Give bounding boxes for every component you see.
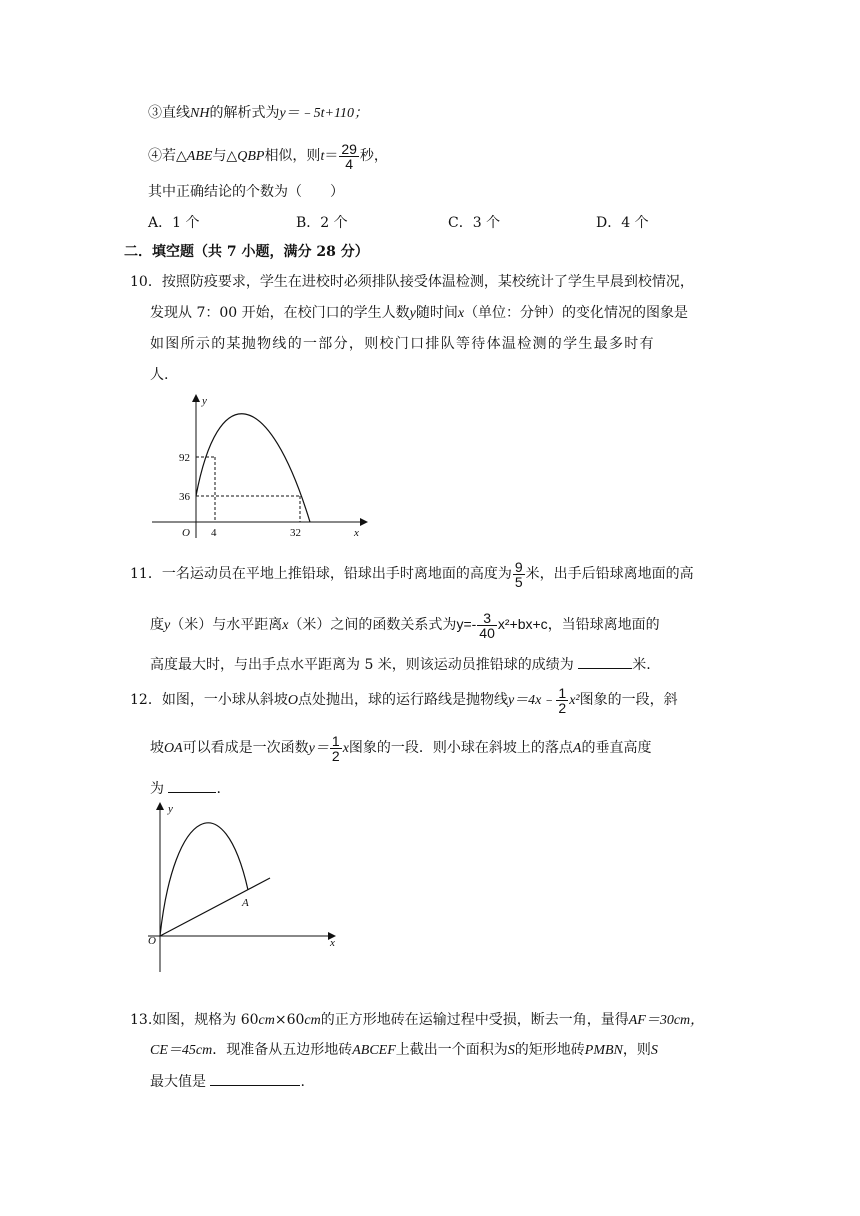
q12-line1: 12．如图，一小球从斜坡O点处抛出，球的运行路线是抛物线y＝4x﹣ $\frac{1}{2}$ x²图象的一段，斜 bbox=[130, 684, 678, 716]
fraction-29-4: $\frac{29}{4}$ bbox=[341, 140, 357, 172]
q12-line2: 坡OA可以看成是一次函数y＝ $\frac{1}{2}$ x图象的一段．则小球在斜坡上的落点A的垂直高度 bbox=[150, 732, 652, 764]
q10-ytick-36: 36 bbox=[179, 491, 190, 503]
q12-x-label: x bbox=[330, 937, 335, 949]
q10-xtick-32: 32 bbox=[290, 527, 301, 539]
q9-prompt: 其中正确结论的个数为（ ） bbox=[148, 184, 344, 200]
q13-answer-blank[interactable] bbox=[210, 1071, 300, 1086]
q13-line2: CE＝45cm．现准备从五边形地砖ABCEF上截出一个面积为S的矩形地砖PMBN，则S bbox=[150, 1042, 658, 1058]
fraction-9-5: $\frac{9}{5}$ bbox=[514, 558, 523, 590]
q10-parabola-curve bbox=[196, 414, 310, 522]
q10-xtick-4: 4 bbox=[211, 527, 217, 539]
q9-item4: ④若△ABE与△QBP相似，则t＝ $\frac{29}{4}$ 秒， bbox=[148, 140, 388, 172]
q11-function: y=- $\frac{3}{40}$ x²+bx+c bbox=[456, 609, 548, 641]
q12-y-label: y bbox=[168, 803, 173, 815]
q9-option-d: D．4 个 bbox=[596, 215, 649, 231]
q12-parabola-curve bbox=[160, 823, 248, 936]
q12-projectile-graph bbox=[144, 798, 344, 978]
q11-line2: 度y（米）与水平距离x（米）之间的函数关系式为y=- $\frac{3}{40}$ x²+bx+c，当铅球离地面的 bbox=[150, 609, 660, 641]
q10-x-arrow-icon bbox=[360, 518, 368, 526]
q11-line3: 高度最大时，与出手点水平距离为 5 米，则该运动员推铅球的成绩为 米. bbox=[150, 654, 651, 675]
q11-line1: 11．一名运动员在平地上推铅球，铅球出手时离地面的高度为 $\frac{9}{5}$ 米，出手后铅球离地面的高 bbox=[130, 558, 694, 590]
q12-answer-blank[interactable] bbox=[168, 778, 216, 793]
section-title: 二．填空题（共 7 小题，满分 28 分） bbox=[124, 244, 369, 260]
q10-line1: 10．按照防疫要求，学生在进校时必须排队接受体温检测，某校统计了学生早晨到校情况， bbox=[130, 274, 694, 290]
q9-option-a: A．1 个 bbox=[148, 215, 200, 231]
q10-line3: 如图所示的某抛物线的一部分，则校门口排队等待体温检测的学生最多时有 bbox=[150, 336, 655, 352]
q10-parabola-graph bbox=[148, 390, 378, 540]
q12-y-arrow-icon bbox=[156, 802, 164, 810]
q9-item3: ③直线NH的解析式为y＝﹣5t+110； bbox=[148, 105, 368, 121]
q10-ytick-92: 92 bbox=[179, 452, 190, 464]
q10-x-label: x bbox=[354, 527, 359, 539]
q12-line3: 为 . bbox=[150, 778, 221, 799]
q12-point-a-label: A bbox=[242, 897, 249, 909]
q12-slope-line bbox=[160, 878, 270, 936]
q10-line2: 发现从 7：00 开始，在校门口的学生人数y随时间x（单位：分钟）的变化情况的图象是 bbox=[150, 305, 689, 321]
q10-y-arrow-icon bbox=[192, 394, 200, 402]
q12-origin-label: O bbox=[148, 935, 156, 947]
q10-origin-label: O bbox=[182, 527, 190, 539]
q13-line3: 最大值是 . bbox=[150, 1071, 305, 1092]
q9-option-c: C．3 个 bbox=[448, 215, 501, 231]
q10-y-label: y bbox=[202, 395, 207, 407]
q11-answer-blank[interactable] bbox=[578, 654, 632, 669]
q9-option-b: B．2 个 bbox=[296, 215, 348, 231]
q10-line4: 人. bbox=[150, 367, 169, 383]
q13-line1: 13.如图，规格为 60cm×60cm的正方形地砖在运输过程中受损，断去一角，量得AF＝30cm， bbox=[130, 1012, 705, 1028]
